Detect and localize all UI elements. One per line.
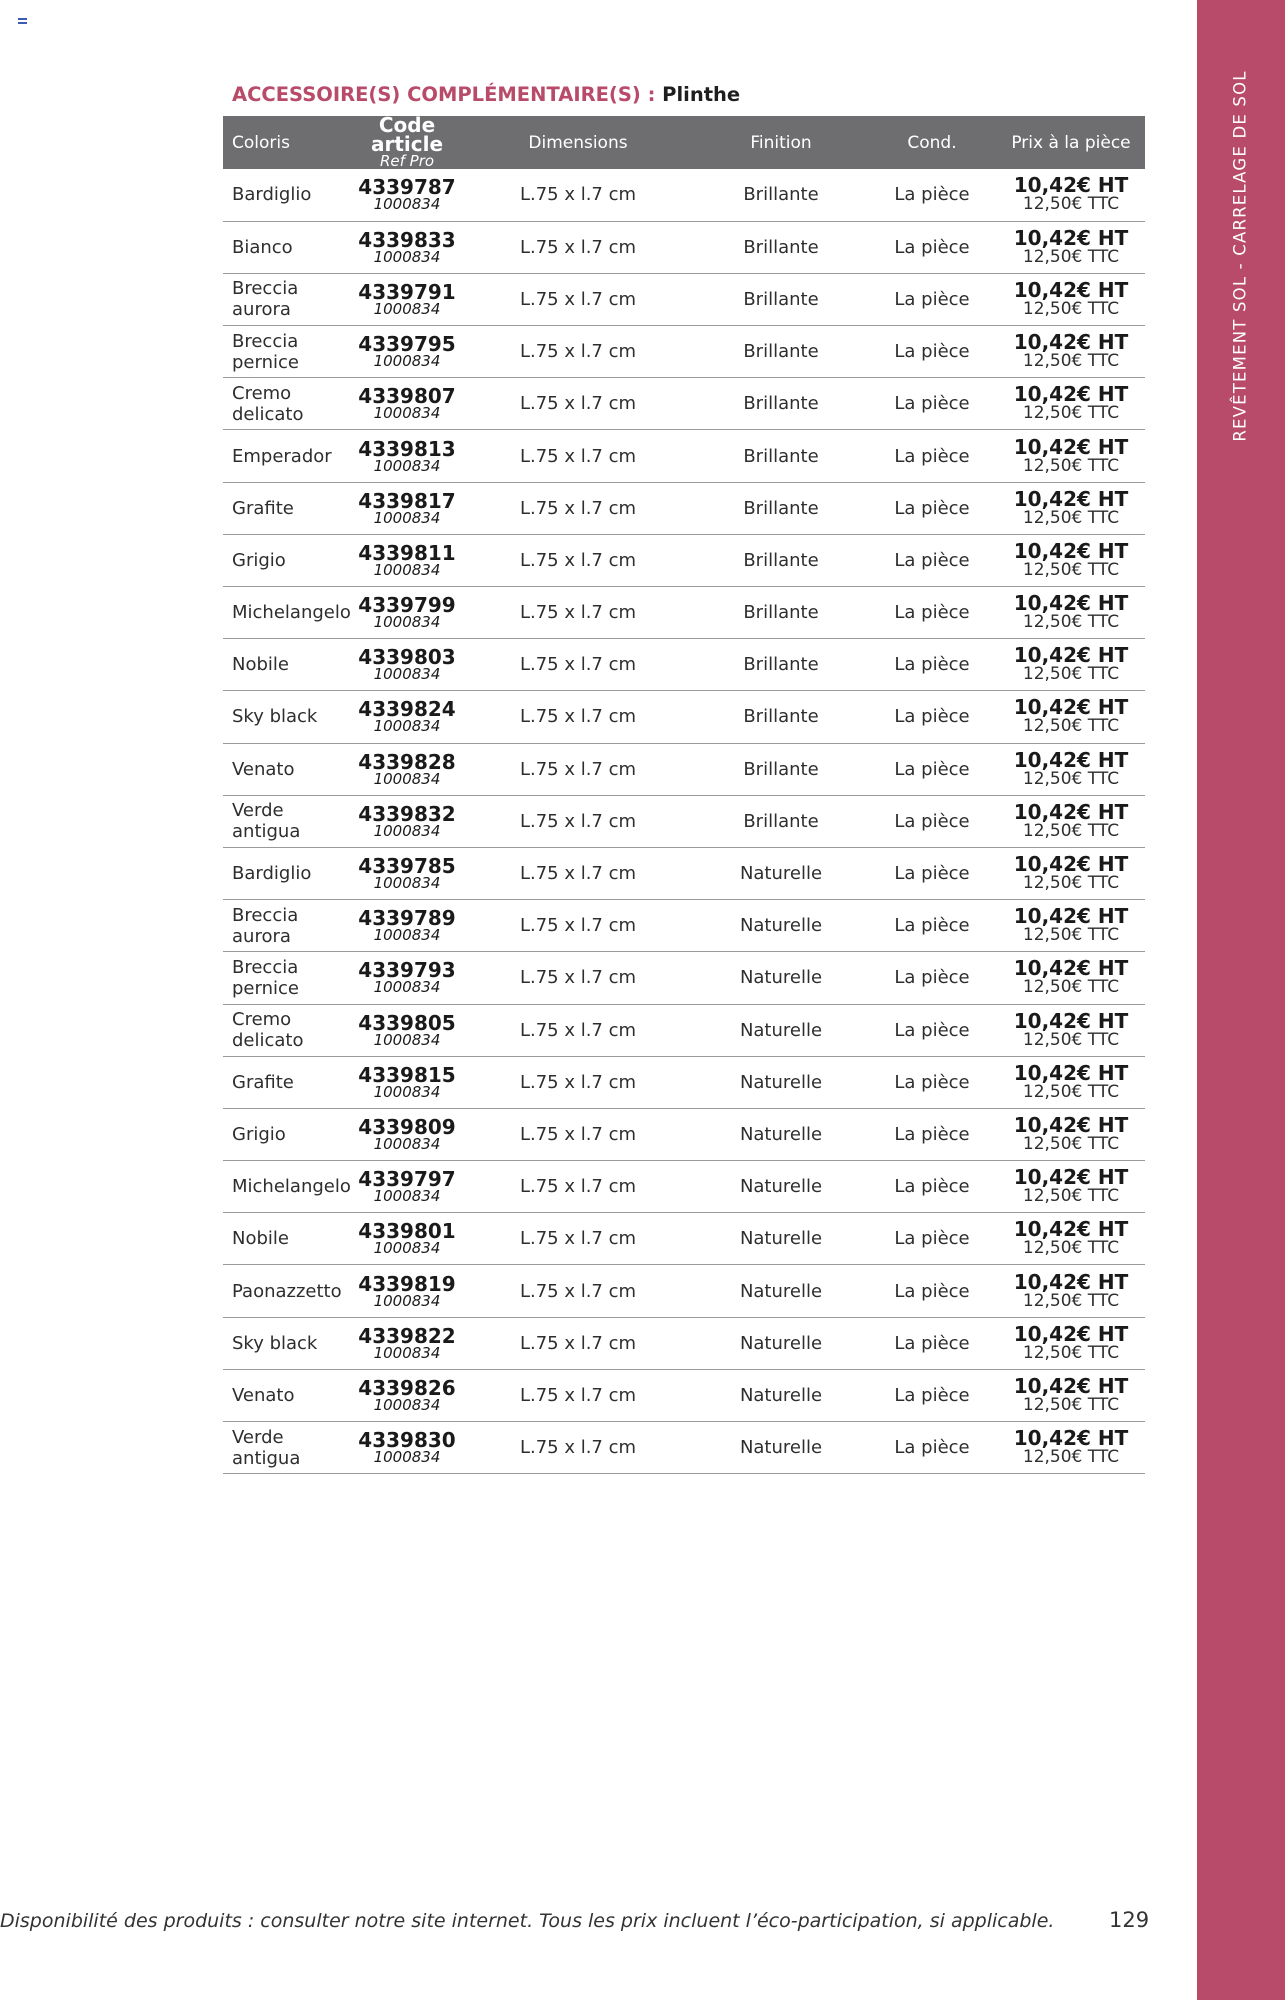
cell-dimensions: L.75 x l.7 cm	[519, 1228, 637, 1250]
cell-dimensions: L.75 x l.7 cm	[519, 915, 637, 937]
article-code: 4339789	[358, 906, 456, 931]
price-ht: 10,42€ HT	[1013, 904, 1129, 929]
cell-code	[353, 326, 461, 378]
cell-cond: La pièce	[894, 1332, 970, 1354]
cell-coloris: Nobile	[232, 1228, 289, 1250]
cell-coloris: Cremo delicato	[232, 382, 304, 425]
price-ht: 10,42€ HT	[1013, 1217, 1129, 1242]
cell-cond: La pièce	[894, 915, 970, 937]
cell-price	[997, 430, 1145, 482]
cell-coloris: Breccia aurora	[232, 278, 299, 321]
price-ttc: 12,50€ TTC	[1022, 194, 1120, 215]
article-code: 4339813	[358, 436, 456, 461]
cell-code	[353, 795, 461, 847]
cell-finition: Brillante	[743, 497, 819, 519]
article-code: 4339833	[358, 227, 456, 252]
cell-code	[353, 847, 461, 899]
cell-finition: Brillante	[743, 758, 819, 780]
price-ttc: 12,50€ TTC	[1022, 455, 1120, 476]
cell-coloris: Bardiglio	[232, 184, 312, 206]
price-ht: 10,42€ HT	[1013, 1269, 1129, 1294]
cell-dimensions: L.75 x l.7 cm	[519, 549, 637, 571]
article-code: 4339805	[358, 1010, 456, 1035]
cell-finition: Brillante	[743, 706, 819, 728]
table-row	[223, 273, 1145, 325]
cell-price	[997, 743, 1145, 795]
cell-coloris: Cremo delicato	[232, 1009, 304, 1052]
cell-coloris: Grigio	[232, 549, 286, 571]
price-ttc: 12,50€ TTC	[1022, 298, 1120, 319]
cell-price	[997, 587, 1145, 639]
cell-finition: Naturelle	[739, 1071, 823, 1093]
cell-dimensions: L.75 x l.7 cm	[519, 1176, 637, 1198]
header-finition: Finition	[750, 132, 812, 153]
cell-coloris: Sky black	[232, 706, 318, 728]
cell-code	[353, 1213, 461, 1265]
table-body	[223, 169, 1145, 1474]
cell-code	[353, 639, 461, 691]
cell-coloris: Grafite	[232, 1071, 294, 1093]
price-ht: 10,42€ HT	[1013, 799, 1129, 824]
cell-finition: Naturelle	[739, 863, 823, 885]
ref-pro: 1000834	[373, 1134, 441, 1153]
cell-cond: La pièce	[894, 602, 970, 624]
cell-cond: La pièce	[894, 497, 970, 519]
cell-finition: Naturelle	[739, 1332, 823, 1354]
cell-price	[997, 534, 1145, 586]
article-code: 4339807	[358, 384, 456, 409]
cell-coloris: Breccia pernice	[232, 956, 299, 999]
ref-pro: 1000834	[373, 717, 441, 736]
cell-finition: Brillante	[743, 549, 819, 571]
table-row	[223, 221, 1145, 273]
price-ttc: 12,50€ TTC	[1022, 507, 1120, 528]
cell-coloris: Bardiglio	[232, 863, 312, 885]
cell-price	[997, 691, 1145, 743]
ref-pro: 1000834	[373, 1448, 441, 1467]
table-row	[223, 639, 1145, 691]
cell-price	[997, 221, 1145, 273]
cell-code	[353, 534, 461, 586]
price-ttc: 12,50€ TTC	[1022, 1238, 1120, 1259]
table-row	[223, 743, 1145, 795]
price-ht: 10,42€ HT	[1013, 173, 1129, 198]
table-row	[223, 847, 1145, 899]
table-row	[223, 587, 1145, 639]
cell-price	[997, 378, 1145, 430]
cell-cond: La pièce	[894, 654, 970, 676]
side-label: REVÊTEMENT SOL - CARRELAGE DE SOL	[1230, 70, 1250, 442]
cell-dimensions: L.75 x l.7 cm	[519, 863, 637, 885]
cell-finition: Naturelle	[739, 1019, 823, 1041]
cell-price	[997, 1422, 1145, 1474]
ref-pro: 1000834	[373, 874, 441, 893]
cell-cond: La pièce	[894, 758, 970, 780]
cell-finition: Naturelle	[739, 1280, 823, 1302]
ref-pro: 1000834	[373, 1082, 441, 1101]
ref-pro: 1000834	[373, 456, 441, 475]
price-ttc: 12,50€ TTC	[1022, 559, 1120, 580]
price-ht: 10,42€ HT	[1013, 277, 1129, 302]
cell-coloris: Verde antigua	[232, 800, 301, 843]
cell-dimensions: L.75 x l.7 cm	[519, 1123, 637, 1145]
cell-code	[353, 1004, 461, 1056]
price-ht: 10,42€ HT	[1013, 1321, 1129, 1346]
cell-coloris: Breccia pernice	[232, 330, 299, 373]
price-ttc: 12,50€ TTC	[1022, 873, 1120, 894]
price-ttc: 12,50€ TTC	[1022, 1447, 1120, 1468]
cell-price	[997, 900, 1145, 952]
price-ht: 10,42€ HT	[1013, 643, 1129, 668]
cell-dimensions: L.75 x l.7 cm	[519, 602, 637, 624]
price-ttc: 12,50€ TTC	[1022, 1029, 1120, 1050]
cell-finition: Brillante	[743, 654, 819, 676]
header-ref-label: Ref Pro	[379, 152, 435, 170]
table-row	[223, 1317, 1145, 1369]
price-ht: 10,42€ HT	[1013, 1060, 1129, 1085]
article-code: 4339822	[358, 1323, 456, 1348]
cell-cond: La pièce	[894, 393, 970, 415]
cell-price	[997, 1369, 1145, 1421]
price-ttc: 12,50€ TTC	[1022, 716, 1120, 737]
cell-coloris: Paonazzetto	[232, 1280, 342, 1302]
table-header-row	[223, 116, 1145, 169]
cell-dimensions: L.75 x l.7 cm	[519, 184, 637, 206]
footer-note: Disponibilité des produits : consulter notre site internet. Tous les prix incluent l’éco-participation, si applicable.	[0, 1910, 1055, 1932]
article-code: 4339826	[358, 1375, 456, 1400]
header-code	[353, 113, 461, 170]
header-dimensions: Dimensions	[528, 132, 628, 153]
product-table	[223, 113, 1145, 1474]
cell-price	[997, 639, 1145, 691]
article-code: 4339819	[358, 1271, 456, 1296]
cell-price	[997, 1265, 1145, 1317]
price-ht: 10,42€ HT	[1013, 225, 1129, 250]
header-code-label: Code article	[370, 113, 444, 156]
cell-price	[997, 1056, 1145, 1108]
price-ttc: 12,50€ TTC	[1022, 820, 1120, 841]
cell-price	[997, 1108, 1145, 1160]
article-code: 4339795	[358, 332, 456, 357]
cell-code	[353, 1369, 461, 1421]
cell-dimensions: L.75 x l.7 cm	[519, 706, 637, 728]
cell-cond: La pièce	[894, 1384, 970, 1406]
price-ttc: 12,50€ TTC	[1022, 1394, 1120, 1415]
ref-pro: 1000834	[373, 1343, 441, 1362]
price-ttc: 12,50€ TTC	[1022, 1081, 1120, 1102]
price-ht: 10,42€ HT	[1013, 1112, 1129, 1137]
cell-dimensions: L.75 x l.7 cm	[519, 758, 637, 780]
table-row	[223, 1004, 1145, 1056]
table-row	[223, 1108, 1145, 1160]
cell-cond: La pièce	[894, 1437, 970, 1459]
cell-code	[353, 273, 461, 325]
ref-pro: 1000834	[373, 247, 441, 266]
table-row	[223, 430, 1145, 482]
price-ht: 10,42€ HT	[1013, 747, 1129, 772]
cell-coloris: Grafite	[232, 497, 294, 519]
cell-price	[997, 326, 1145, 378]
table-row	[223, 795, 1145, 847]
ref-pro: 1000834	[373, 1395, 441, 1414]
cell-dimensions: L.75 x l.7 cm	[519, 1280, 637, 1302]
cell-finition: Naturelle	[739, 1123, 823, 1145]
price-ttc: 12,50€ TTC	[1022, 977, 1120, 998]
price-ttc: 12,50€ TTC	[1022, 1342, 1120, 1363]
price-ttc: 12,50€ TTC	[1022, 1133, 1120, 1154]
table-row	[223, 326, 1145, 378]
table-row	[223, 1056, 1145, 1108]
price-ht: 10,42€ HT	[1013, 1008, 1129, 1033]
article-code: 4339791	[358, 279, 456, 304]
cell-price	[997, 1317, 1145, 1369]
cell-code	[353, 378, 461, 430]
cell-code	[353, 430, 461, 482]
article-code: 4339803	[358, 645, 456, 670]
ref-pro: 1000834	[373, 1030, 441, 1049]
price-ht: 10,42€ HT	[1013, 1165, 1129, 1190]
cell-finition: Naturelle	[739, 1384, 823, 1406]
cell-finition: Brillante	[743, 288, 819, 310]
table-row	[223, 1422, 1145, 1474]
cell-cond: La pièce	[894, 236, 970, 258]
cell-cond: La pièce	[894, 445, 970, 467]
cell-price	[997, 1004, 1145, 1056]
cell-code	[353, 482, 461, 534]
cell-price	[997, 952, 1145, 1004]
cell-dimensions: L.75 x l.7 cm	[519, 1437, 637, 1459]
cell-cond: La pièce	[894, 863, 970, 885]
header-coloris: Coloris	[232, 132, 290, 153]
cell-finition: Naturelle	[739, 915, 823, 937]
table-row	[223, 952, 1145, 1004]
price-ht: 10,42€ HT	[1013, 591, 1129, 616]
cell-finition: Naturelle	[739, 967, 823, 989]
table-row	[223, 482, 1145, 534]
article-code: 4339828	[358, 749, 456, 774]
price-ttc: 12,50€ TTC	[1022, 351, 1120, 372]
cell-coloris: Emperador	[232, 445, 332, 467]
cell-code	[353, 1056, 461, 1108]
cell-code	[353, 1161, 461, 1213]
corner-mark	[18, 18, 27, 24]
cell-coloris: Bianco	[232, 236, 293, 258]
cell-cond: La pièce	[894, 184, 970, 206]
cell-finition: Naturelle	[739, 1228, 823, 1250]
cell-cond: La pièce	[894, 1019, 970, 1041]
section-title-prefix: ACCESSOIRE(S) COMPLÉMENTAIRE(S) :	[232, 83, 656, 106]
table-row	[223, 1213, 1145, 1265]
article-code: 4339824	[358, 697, 456, 722]
cell-coloris: Verde antigua	[232, 1426, 301, 1469]
cell-price	[997, 169, 1145, 221]
article-code: 4339801	[358, 1219, 456, 1244]
ref-pro: 1000834	[373, 613, 441, 632]
table-row	[223, 169, 1145, 221]
ref-pro: 1000834	[373, 978, 441, 997]
article-code: 4339832	[358, 801, 456, 826]
header-cond: Cond.	[907, 132, 957, 153]
ref-pro: 1000834	[373, 560, 441, 579]
cell-finition: Naturelle	[739, 1176, 823, 1198]
price-ht: 10,42€ HT	[1013, 1426, 1129, 1451]
price-ht: 10,42€ HT	[1013, 486, 1129, 511]
ref-pro: 1000834	[373, 195, 441, 214]
price-ht: 10,42€ HT	[1013, 330, 1129, 355]
cell-dimensions: L.75 x l.7 cm	[519, 445, 637, 467]
price-ht: 10,42€ HT	[1013, 382, 1129, 407]
table-row	[223, 378, 1145, 430]
price-ttc: 12,50€ TTC	[1022, 612, 1120, 633]
table-row	[223, 1265, 1145, 1317]
cell-price	[997, 482, 1145, 534]
article-code: 4339787	[358, 175, 456, 200]
table-row	[223, 534, 1145, 586]
cell-coloris: Breccia aurora	[232, 904, 299, 947]
cell-code	[353, 1108, 461, 1160]
cell-coloris: Venato	[232, 1384, 295, 1406]
ref-pro: 1000834	[373, 1187, 441, 1206]
cell-cond: La pièce	[894, 706, 970, 728]
cell-cond: La pièce	[894, 1280, 970, 1302]
cell-dimensions: L.75 x l.7 cm	[519, 1332, 637, 1354]
ref-pro: 1000834	[373, 769, 441, 788]
cell-dimensions: L.75 x l.7 cm	[519, 236, 637, 258]
cell-code	[353, 1265, 461, 1317]
ref-pro: 1000834	[373, 299, 441, 318]
cell-price	[997, 1161, 1145, 1213]
section-title-name: Plinthe	[662, 83, 741, 106]
cell-code	[353, 169, 461, 221]
cell-code	[353, 221, 461, 273]
cell-coloris: Venato	[232, 758, 295, 780]
cell-price	[997, 847, 1145, 899]
price-ht: 10,42€ HT	[1013, 852, 1129, 877]
cell-cond: La pièce	[894, 810, 970, 832]
cell-coloris: Nobile	[232, 654, 289, 676]
cell-cond: La pièce	[894, 967, 970, 989]
cell-code	[353, 1422, 461, 1474]
price-ttc: 12,50€ TTC	[1022, 1186, 1120, 1207]
table-row	[223, 900, 1145, 952]
cell-cond: La pièce	[894, 288, 970, 310]
cell-code	[353, 743, 461, 795]
cell-dimensions: L.75 x l.7 cm	[519, 1384, 637, 1406]
cell-cond: La pièce	[894, 1071, 970, 1093]
cell-code	[353, 952, 461, 1004]
article-code: 4339793	[358, 958, 456, 983]
page-number: 129	[1109, 1908, 1150, 1932]
ref-pro: 1000834	[373, 508, 441, 527]
cell-code	[353, 1317, 461, 1369]
ref-pro: 1000834	[373, 821, 441, 840]
cell-cond: La pièce	[894, 341, 970, 363]
cell-dimensions: L.75 x l.7 cm	[519, 967, 637, 989]
cell-coloris: Sky black	[232, 1332, 318, 1354]
price-ht: 10,42€ HT	[1013, 1373, 1129, 1398]
ref-pro: 1000834	[373, 1239, 441, 1258]
cell-code	[353, 587, 461, 639]
table-row	[223, 1161, 1145, 1213]
cell-coloris: Michelangelo	[232, 602, 351, 624]
ref-pro: 1000834	[373, 352, 441, 371]
cell-coloris: Michelangelo	[232, 1176, 351, 1198]
table-row	[223, 691, 1145, 743]
cell-dimensions: L.75 x l.7 cm	[519, 288, 637, 310]
cell-finition: Brillante	[743, 341, 819, 363]
cell-cond: La pièce	[894, 549, 970, 571]
price-ht: 10,42€ HT	[1013, 695, 1129, 720]
ref-pro: 1000834	[373, 665, 441, 684]
cell-dimensions: L.75 x l.7 cm	[519, 393, 637, 415]
price-ht: 10,42€ HT	[1013, 538, 1129, 563]
ref-pro: 1000834	[373, 926, 441, 945]
cell-dimensions: L.75 x l.7 cm	[519, 1019, 637, 1041]
cell-finition: Naturelle	[739, 1437, 823, 1459]
header-prix: Prix à la pièce	[1011, 132, 1131, 153]
section-title	[232, 83, 740, 106]
cell-finition: Brillante	[743, 810, 819, 832]
article-code: 4339811	[358, 540, 456, 565]
cell-finition: Brillante	[743, 236, 819, 258]
cell-coloris: Grigio	[232, 1123, 286, 1145]
cell-dimensions: L.75 x l.7 cm	[519, 654, 637, 676]
price-ttc: 12,50€ TTC	[1022, 403, 1120, 424]
cell-cond: La pièce	[894, 1176, 970, 1198]
article-code: 4339815	[358, 1062, 456, 1087]
cell-finition: Brillante	[743, 445, 819, 467]
cell-price	[997, 795, 1145, 847]
price-ttc: 12,50€ TTC	[1022, 768, 1120, 789]
article-code: 4339799	[358, 593, 456, 618]
price-ttc: 12,50€ TTC	[1022, 664, 1120, 685]
price-ht: 10,42€ HT	[1013, 956, 1129, 981]
article-code: 4339809	[358, 1114, 456, 1139]
cell-finition: Brillante	[743, 602, 819, 624]
cell-cond: La pièce	[894, 1123, 970, 1145]
cell-price	[997, 1213, 1145, 1265]
cell-dimensions: L.75 x l.7 cm	[519, 497, 637, 519]
cell-dimensions: L.75 x l.7 cm	[519, 810, 637, 832]
ref-pro: 1000834	[373, 1291, 441, 1310]
cell-finition: Brillante	[743, 184, 819, 206]
price-ht: 10,42€ HT	[1013, 434, 1129, 459]
price-ttc: 12,50€ TTC	[1022, 925, 1120, 946]
cell-code	[353, 691, 461, 743]
article-code: 4339817	[358, 488, 456, 513]
cell-code	[353, 900, 461, 952]
cell-dimensions: L.75 x l.7 cm	[519, 341, 637, 363]
ref-pro: 1000834	[373, 404, 441, 423]
price-ttc: 12,50€ TTC	[1022, 246, 1120, 267]
article-code: 4339785	[358, 854, 456, 879]
table-row	[223, 1369, 1145, 1421]
cell-finition: Brillante	[743, 393, 819, 415]
cell-price	[997, 273, 1145, 325]
cell-dimensions: L.75 x l.7 cm	[519, 1071, 637, 1093]
article-code: 4339830	[358, 1428, 456, 1453]
price-ttc: 12,50€ TTC	[1022, 1290, 1120, 1311]
cell-cond: La pièce	[894, 1228, 970, 1250]
article-code: 4339797	[358, 1167, 456, 1192]
